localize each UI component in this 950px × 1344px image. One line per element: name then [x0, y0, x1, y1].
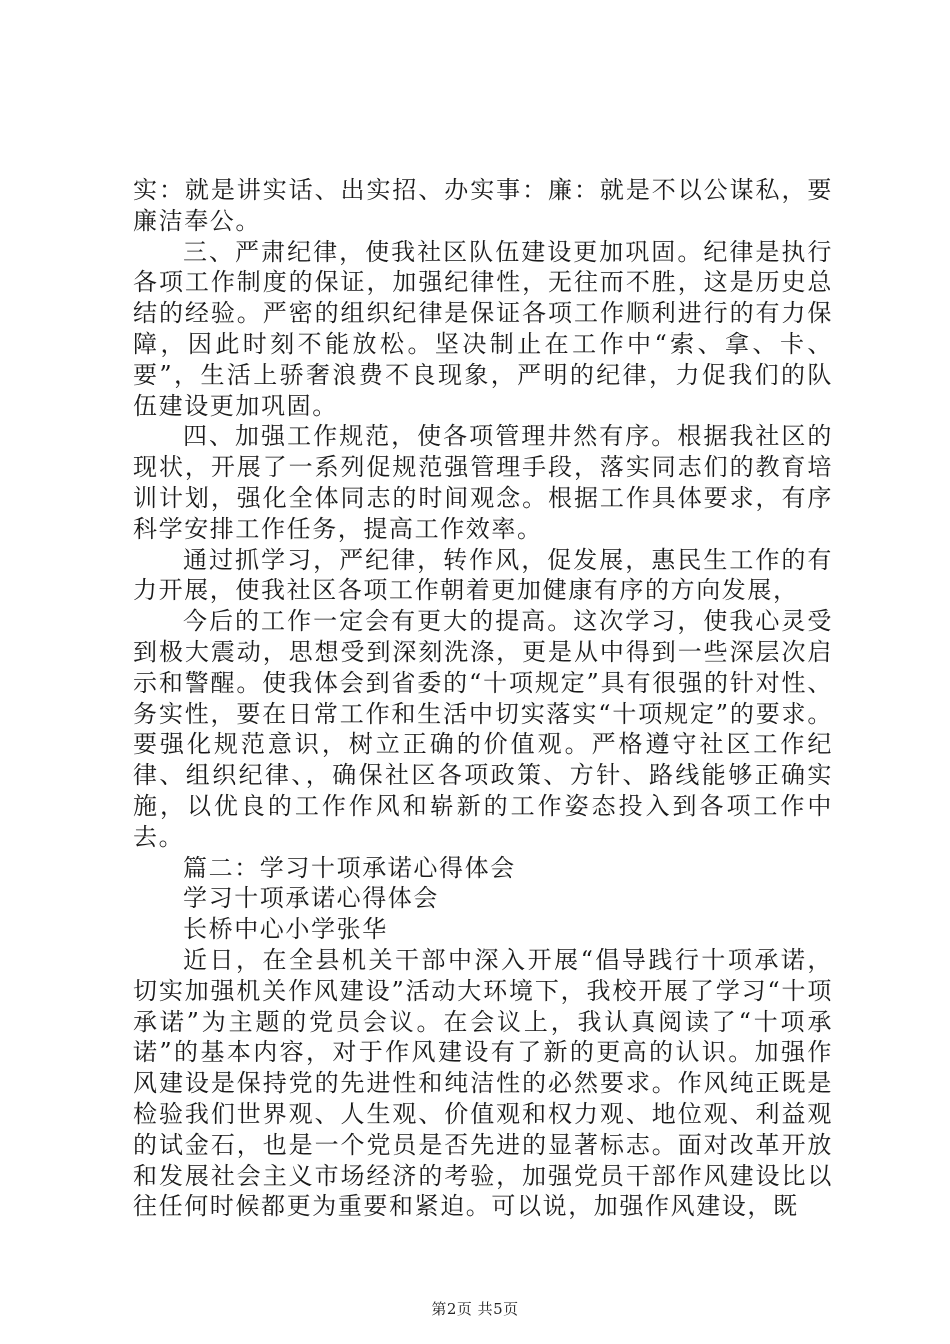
paragraph: 近日，在全县机关干部中深入开展“倡导践行十项承诺，切实加强机关作风建设”活动大环境下，我校开展了学习“十项承诺”为主题的党员会议。在会议上，我认真阅读了“十项承诺”的基本内容，对于作风建设有了新的更高的认识。加强作风建设是保持党的先进性和纯洁性的必然要求。作风纯正既是检验我们世界观、人生观、价值观和权力观、地位观、利益观的试金石，也是一个党员是否先进的显著标志。面对改革开放和发展社会主义市场经济的考验，加强党员干部作风建设比以往任何时候都更为重要和紧迫。可以说，加强作风建设，既 — [133, 945, 833, 1221]
body-text — [133, 175, 833, 1222]
paragraph: 通过抓学习，严纪律，转作风，促发展，惠民生工作的有力开展，使我社区各项工作朝着更加健康有序的方向发展， — [133, 545, 833, 605]
paragraph: 今后的工作一定会有更大的提高。这次学习，使我心灵受到极大震动，思想受到深刻洗涤，更是从中得到一些深层次启示和警醒。使我体会到省委的“十项规定”具有很强的针对性、务实性，要在日常工作和生活中切实落实“十项规定”的要求。要强化规范意识，树立正确的价值观。严格遵守社区工作纪律、组织纪律、，确保社区各项政策、方针、路线能够正确实施，以优良的工作作风和崭新的工作姿态投入到各项工作中去。 — [133, 607, 833, 851]
author-line: 长桥中心小学张华 — [183, 915, 388, 944]
page-number-footer: 第2页 共5页 — [431, 1300, 519, 1318]
paragraph: 四、加强工作规范，使各项管理井然有序。根据我社区的现状，开展了一系列促规范强管理手段，落实同志们的教育培训计划，强化全体同志的时间观念。根据工作具体要求，有序科学安排工作任务，提高工作效率。 — [133, 422, 833, 543]
paragraph: 实：就是讲实话、出实招、办实事：廉：就是不以公谋私，要廉洁奉公。 — [133, 176, 833, 235]
paragraph: 三、严肃纪律，使我社区队伍建设更加巩固。纪律是执行各项工作制度的保证，加强纪律性，无往而不胜，这是历史总结的经验。严密的组织纪律是保证各项工作顺利进行的有力保障，因此时刻不能放松。坚决制止在工作中“索、拿、卡、要”，生活上骄奢浪费不良现象，严明的纪律，力促我们的队伍建设更加巩固。 — [133, 237, 833, 420]
article-title: 学习十项承诺心得体会 — [183, 884, 439, 913]
section-heading: 篇二：学习十项承诺心得体会 — [183, 853, 516, 882]
